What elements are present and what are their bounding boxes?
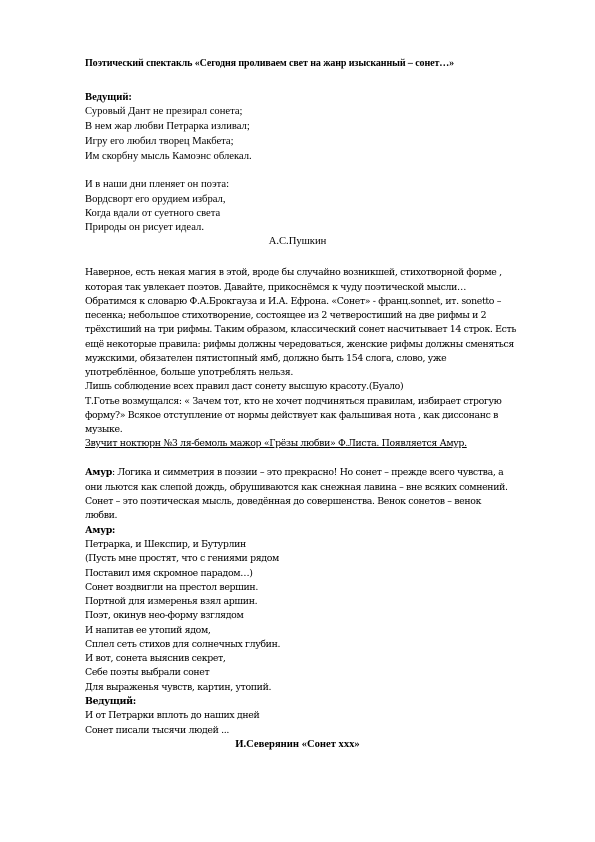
- poem-line: Им скорбну мысль Камоэнс облекал.: [85, 151, 252, 162]
- document-title: Поэтический спектакль «Сегодня проливаем свет на жанр изысканный – сонет…»: [85, 58, 455, 69]
- poem-line: Портной для измеренья взял аршин.: [85, 596, 258, 607]
- speech-text: : Логика и симметрия в поэзии – это прекрасно! Но сонет – прежде всего чувства, а: [111, 467, 504, 478]
- paragraph-line: ещё некоторые правила: рифмы должны чередоваться, женские рифмы должны сменяться: [85, 339, 514, 350]
- poem-line: И напитав ее утопий ядом,: [85, 625, 211, 636]
- poem-line: (Пусть мне простят, что с гениями рядом: [85, 553, 279, 564]
- paragraph-line: которая так увлекает поэтов. Давайте, прикоснёмся к чуду поэтической мысли…: [85, 282, 467, 293]
- poem-line: Природы он рисует идеал.: [85, 222, 204, 233]
- poem-author: А.С.Пушкин: [268, 236, 327, 247]
- poem-line: Для выраженья чувств, картин, утопий.: [85, 682, 272, 693]
- poem-line: Суровый Дант не презирал сонета;: [85, 106, 243, 117]
- poem-author: И.Северянин «Сонет ххх»: [235, 739, 360, 750]
- paragraph-line: Лишь соблюдение всех правил даст сонету высшую красоту.(Буало): [85, 381, 404, 392]
- stage-direction: Звучит ноктюрн №3 ля-бемоль мажор «Грёзы любви» Ф.Листа. Появляется Амур.: [85, 438, 467, 449]
- amur-speech-line: [85, 466, 503, 479]
- paragraph-line: они льются как слепой дождь, обрушиваются как снежная лавина – вне всяких сомнений.: [85, 482, 508, 493]
- poem-line: Себе поэты выбрали сонет: [85, 667, 210, 678]
- paragraph-line: форму?» Всякое отступление от нормы действует как фальшивая нота , как диссонанс в: [85, 410, 499, 421]
- paragraph-line: Наверное, есть некая магия в этой, вроде бы случайно возникшей, стихотворной форме ,: [85, 267, 502, 278]
- poem-line: Поэт, окинув нео-форму взглядом: [85, 610, 244, 621]
- paragraph-line: музыке.: [85, 424, 123, 435]
- speaker-label: Ведущий:: [85, 696, 136, 707]
- paragraph-line: Т.Готье возмущался: « Зачем тот, кто не хочет подчиняться правилам, избирает строгую: [85, 396, 502, 407]
- poem-line: И вот, сонета выяснив секрет,: [85, 653, 226, 664]
- poem-line: В нем жар любви Петрарка изливал;: [85, 121, 250, 132]
- poem-line: Сплел сеть стихов для солнечных глубин.: [85, 639, 281, 650]
- poem-line: И в наши дни пленяет он поэта:: [85, 179, 230, 190]
- paragraph-line: употреблённое, больше употреблять нельзя.: [85, 367, 293, 378]
- speaker-label: Ведущий:: [85, 92, 132, 103]
- paragraph-line: мужскими, обязателен пятистопный ямб, должно быть 154 слога, слово, уже: [85, 353, 447, 364]
- poem-line: Вордсворт его орудием избрал,: [85, 194, 226, 205]
- paragraph-line: трёхстиший на три рифмы. Таким образом, классический сонет насчитывает 14 строк. Есть: [85, 324, 517, 335]
- poem-line: Когда вдали от суетного света: [85, 208, 221, 219]
- poem-line: Сонет воздвигли на престол вершин.: [85, 582, 258, 593]
- poem-line: Петрарка, и Шекспир, и Бутурлин: [85, 539, 246, 550]
- paragraph-line: Сонет – это поэтическая мысль, доведённая до совершенства. Венок сонетов – венок: [85, 496, 482, 507]
- poem-line: Игру его любил творец Макбета;: [85, 136, 234, 147]
- paragraph-line: любви.: [85, 510, 118, 521]
- speaker-label: Амур: [85, 467, 112, 478]
- poem-line: И от Петрарки вплоть до наших дней: [85, 710, 260, 721]
- poem-line: Поставил имя скромное парадом…): [85, 568, 253, 579]
- poem-line: Сонет писали тысячи людей ...: [85, 725, 229, 736]
- speaker-label: Амур:: [85, 525, 116, 536]
- paragraph-line: песенка; небольшое стихотворение, состоящее из 2 четверостиший на две рифмы и 2: [85, 310, 487, 321]
- paragraph-line: Обратимся к словарю Ф.А.Брокгауза и И.А. Ефрона. «Сонет» - франц.sonnet, ит. sonetto –: [85, 296, 502, 307]
